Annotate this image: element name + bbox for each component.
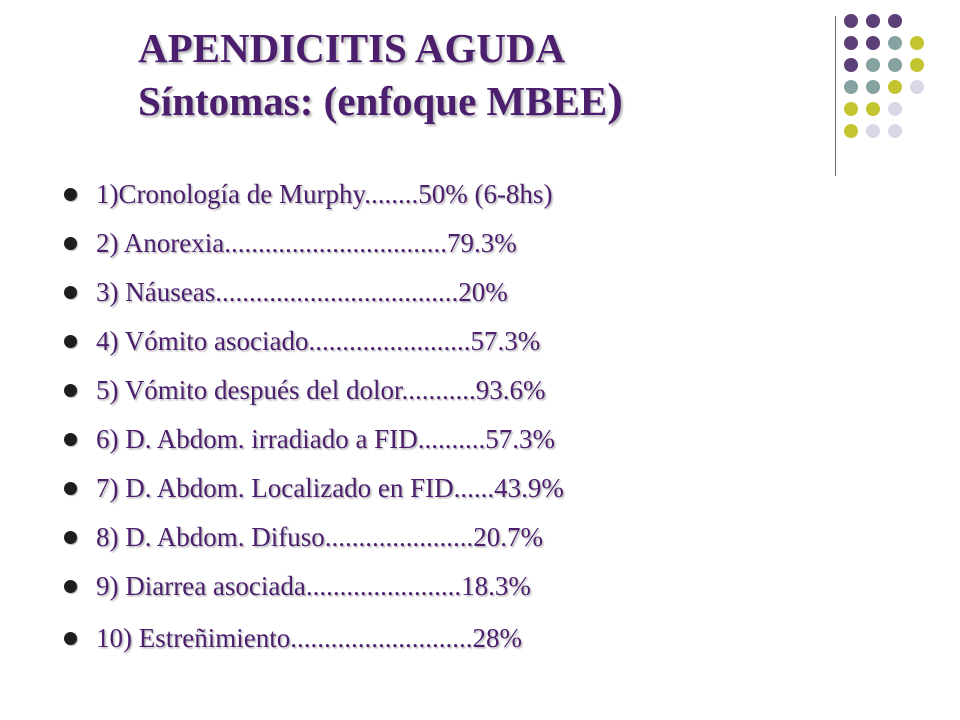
list-item <box>64 517 564 566</box>
list-item <box>64 223 564 272</box>
decorative-dot <box>888 14 902 28</box>
bullet-icon <box>64 384 77 397</box>
bullet-icon <box>64 188 77 201</box>
decorative-dot <box>888 102 902 116</box>
list-item-text: 3) Náuseas....................................20% <box>96 277 508 307</box>
vertical-divider <box>835 16 836 176</box>
decorative-dot <box>844 80 858 94</box>
decorative-dot <box>866 14 880 28</box>
decorative-dot <box>844 58 858 72</box>
decorative-dot <box>866 124 880 138</box>
list-item <box>64 321 564 370</box>
decorative-dot <box>866 36 880 50</box>
list-item-text: 4) Vómito asociado........................57.3% <box>96 326 541 356</box>
decorative-dot-grid <box>844 14 954 160</box>
bullet-icon <box>64 335 77 348</box>
list-item <box>64 370 564 419</box>
list-item-text: 10) Estreñimiento...........................28% <box>96 623 522 653</box>
decorative-dot <box>888 80 902 94</box>
decorative-dot <box>866 102 880 116</box>
list-item-text: 9) Diarrea asociada.......................18.3% <box>96 571 531 601</box>
list-item <box>64 174 564 223</box>
list-item-text: 5) Vómito después del dolor...........93.6% <box>96 375 546 405</box>
decorative-dot <box>866 80 880 94</box>
list-item-text: 8) D. Abdom. Difuso......................20.7% <box>96 522 543 552</box>
bullet-icon <box>64 580 77 593</box>
list-item-text: 7) D. Abdom. Localizado en FID......43.9% <box>96 473 564 503</box>
list-item <box>64 272 564 321</box>
decorative-dot <box>844 102 858 116</box>
list-item <box>64 419 564 468</box>
title-line-2-close-paren: ) <box>607 74 623 126</box>
bullet-icon <box>64 632 77 645</box>
decorative-dot <box>844 14 858 28</box>
list-item <box>64 468 564 517</box>
list-item-text: 1)Cronología de Murphy........50% (6-8hs) <box>96 179 553 209</box>
decorative-dot <box>888 124 902 138</box>
title-line-2 <box>138 74 623 127</box>
bullet-icon <box>64 237 77 250</box>
decorative-dot <box>910 58 924 72</box>
list-item <box>64 618 564 667</box>
decorative-dot <box>910 80 924 94</box>
list-item-text: 6) D. Abdom. irradiado a FID..........57.3% <box>96 424 555 454</box>
bullet-icon <box>64 286 77 299</box>
bullet-icon <box>64 433 77 446</box>
slide-title <box>138 22 623 127</box>
title-line-2-text: Síntomas: (enfoque MBEE <box>138 78 608 124</box>
decorative-dot <box>844 124 858 138</box>
title-line-1: APENDICITIS AGUDA <box>138 25 566 71</box>
decorative-dot <box>910 36 924 50</box>
list-item <box>64 566 564 615</box>
bullet-icon <box>64 531 77 544</box>
decorative-dot <box>866 58 880 72</box>
decorative-dot <box>888 58 902 72</box>
list-item-text: 2) Anorexia.................................79.3% <box>96 228 517 258</box>
decorative-dot <box>844 36 858 50</box>
symptom-list <box>64 174 564 667</box>
decorative-dot <box>888 36 902 50</box>
bullet-icon <box>64 482 77 495</box>
